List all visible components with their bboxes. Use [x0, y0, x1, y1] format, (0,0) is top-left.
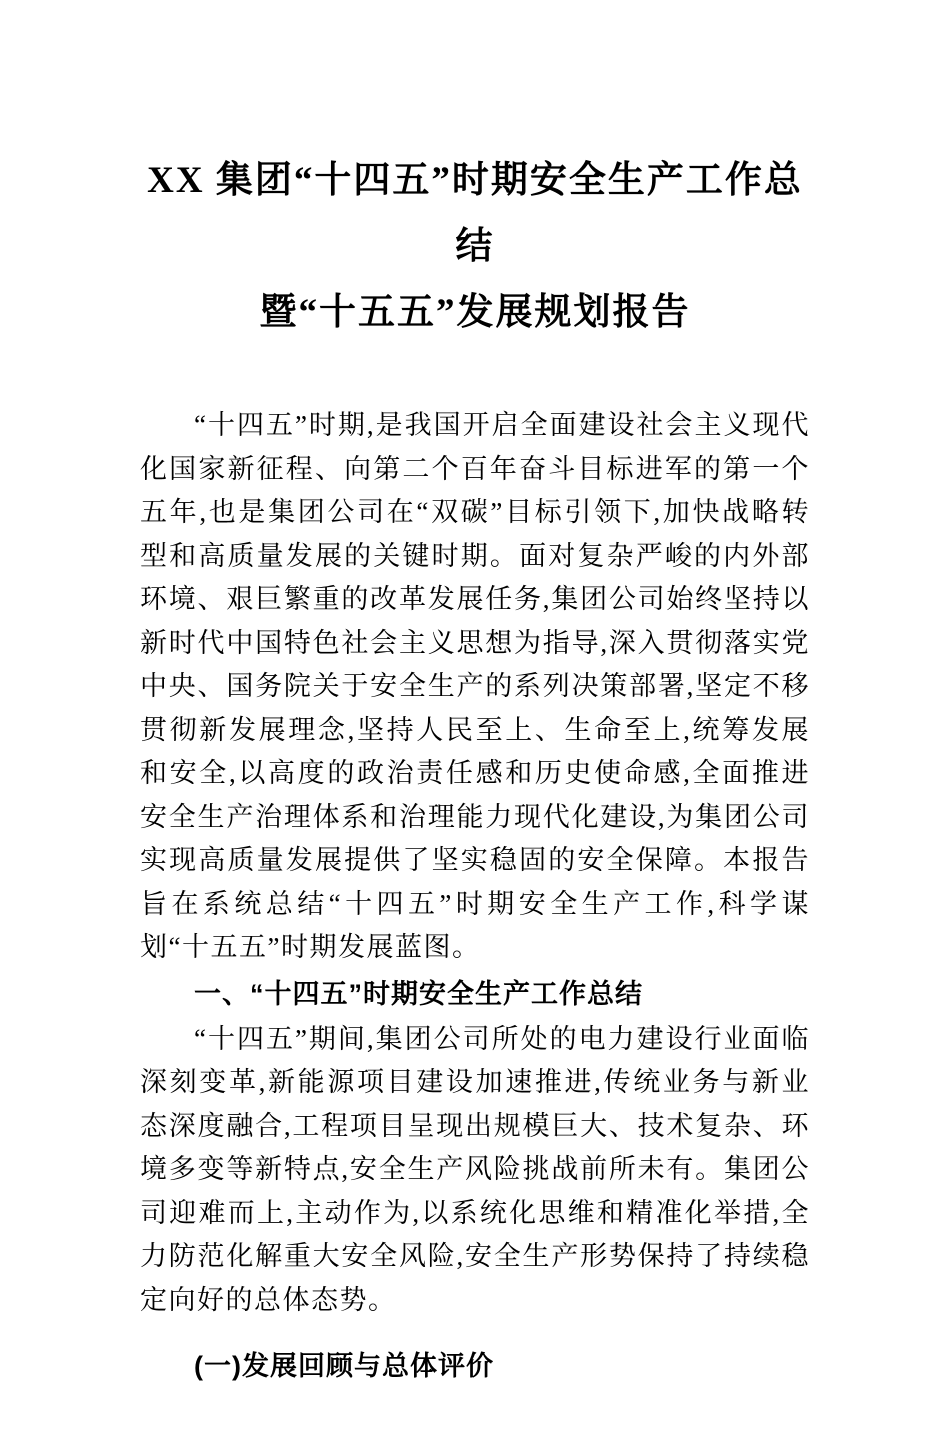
- section-heading-1: 一、“十四五”时期安全生产工作总结: [194, 978, 643, 1009]
- section1-paragraph: “十四五”期间,集团公司所处的电力建设行业面临深刻变革,新能源项目建设加速推进,传统业务与新业态深度融合,工程项目呈现出规模巨大、技术复杂、环境多变等新特点,安全生产风险挑战前所未有。集团公司迎难而上,主动作为,以系统化思维和精准化举措,全力防范化解重大安全风险,安全生产形势保持了持续稳定向好的总体态势。: [140, 1023, 810, 1315]
- document-title: [140, 148, 810, 346]
- document-title-line-2: 暨“十五五”发展规划报告: [259, 292, 691, 333]
- intro-paragraph: “十四五”时期,是我国开启全面建设社会主义现代化国家新征程、向第二个百年奋斗目标进军的第一个五年,也是集团公司在“双碳”目标引领下,加快战略转型和高质量发展的关键时期。面对复杂严峻的内外部环境、艰巨繁重的改革发展任务,集团公司始终坚持以新时代中国特色社会主义思想为指导,深入贯彻落实党中央、国务院关于安全生产的系列决策部署,坚定不移贯彻新发展理念,坚持人民至上、生命至上,统筹发展和安全,以高度的政治责任感和历史使命感,全面推进安全生产治理体系和治理能力现代化建设,为集团公司实现高质量发展提供了坚实稳固的安全保障。本报告旨在系统总结“十四五”时期安全生产工作,科学谋划“十五五”时期发展蓝图。: [140, 410, 810, 962]
- document-title-line-1: XX 集团“十四五”时期安全生产工作总结: [147, 160, 803, 267]
- subsection-heading-1: (一)发展回顾与总体评价: [194, 1351, 494, 1381]
